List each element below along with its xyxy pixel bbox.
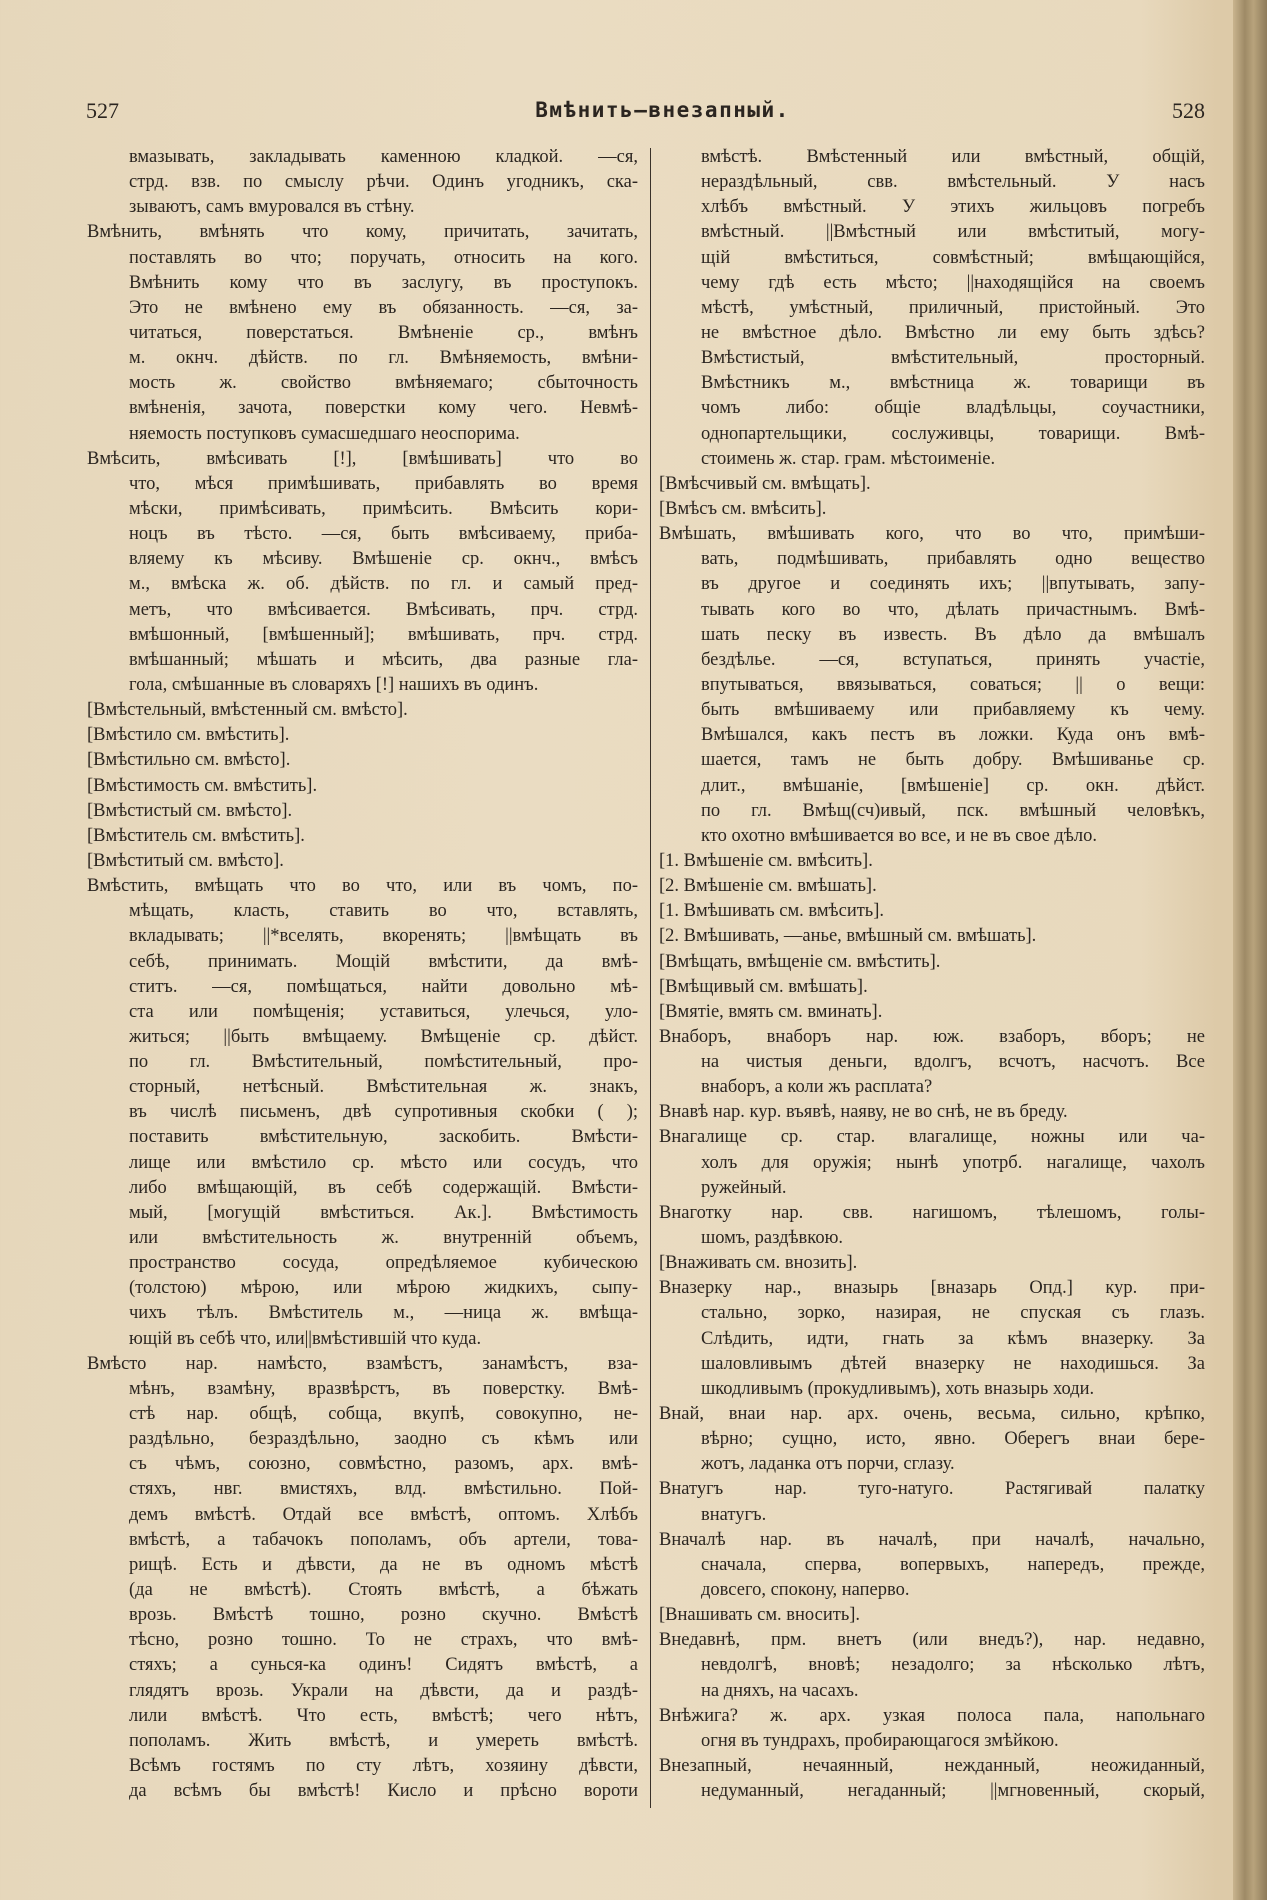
entry-line: въ числѣ письменъ, двѣ супротивныя скобки ( ); (129, 1102, 638, 1123)
entry-line: по гл. Вмѣщ(сч)ивый, пск. вмѣшный человѣкъ, (701, 800, 1205, 821)
entry-line: щій вмѣститься, совмѣстный; вмѣщающійся, (701, 247, 1205, 268)
dictionary-entry (659, 874, 1205, 899)
entry-line: быть вмѣшиваему или прибавляему къ чему. (701, 700, 1205, 721)
entry-line: вмѣстѣ. Вмѣстенный или вмѣстный, общій, (701, 147, 1205, 167)
dictionary-entry (87, 874, 638, 1352)
entry-line: Вмѣнить, вмѣнять что кому, причитать, зачитать, (87, 222, 638, 243)
entry-line: стяхъ, нвг. вмистяхъ, влд. вмѣстильно. Пой- (129, 1479, 638, 1500)
dictionary-entry (87, 774, 638, 799)
entry-line: [Вмѣсъ см. вмѣсить]. (659, 498, 827, 519)
entry-line: вмѣстѣ, а табачокъ пополамъ, объ артели, това- (129, 1529, 638, 1550)
entry-line: вкладывать; ||*вселять, вкоренять; ||вмѣщать въ (129, 926, 638, 947)
dictionary-entry (659, 899, 1205, 924)
entry-line: внаборъ, а коли жъ расплата? (701, 1077, 933, 1098)
entry-line: житься; ||быть вмѣщаему. Вмѣщеніе ср. дѣйст. (129, 1026, 638, 1047)
entry-line: [Внаживать см. внозить]. (659, 1253, 858, 1274)
dictionary-entry (87, 220, 638, 446)
entry-line: [Вмѣщать, вмѣщеніе см. вмѣстить]. (659, 951, 941, 972)
entry-line: шается, тамъ не быть добру. Вмѣшиванье ср. (701, 750, 1205, 771)
entry-line: холъ для оружія; нынѣ употрб. нагалище, чахолъ (701, 1152, 1205, 1173)
entry-line: стоимень ж. стар. грам. мѣстоименіе. (701, 448, 996, 469)
entry-line: м., вмѣска ж. об. дѣйств. по гл. и самый пред- (129, 574, 638, 595)
dictionary-entry (659, 145, 1205, 472)
entry-line: либо вмѣщающій, въ себѣ содержащій. Вмѣсти- (129, 1177, 638, 1198)
dictionary-entry (659, 1125, 1205, 1200)
entry-line: Вмѣшался, какъ пестъ въ ложки. Куда онъ вмѣ- (701, 725, 1205, 746)
entry-line: нераздѣльный, свв. вмѣстельный. У насъ (701, 172, 1205, 193)
entry-line: по гл. Вмѣстительный, помѣстительный, про- (129, 1052, 638, 1073)
entry-line: поставить вмѣстительную, заскобить. Вмѣсти- (129, 1127, 638, 1148)
entry-line: [Вмѣститель см. вмѣстить]. (87, 825, 305, 846)
entry-line: или вмѣстительность ж. внутренній объемъ, (129, 1228, 638, 1249)
dictionary-entry (87, 145, 638, 220)
entry-line: внатугъ. (701, 1504, 767, 1525)
entry-line: стѣ нар. общѣ, собща, вкупѣ, совокупно, не- (129, 1404, 638, 1425)
entry-line: въ другое и соединять ихъ; ||впутывать, запу- (701, 574, 1205, 595)
dictionary-entry (659, 1025, 1205, 1100)
entry-line: [Вмѣститый см. вмѣсто]. (87, 850, 284, 871)
entry-line: сторный, нетѣсный. Вмѣстительная ж. знакъ, (129, 1077, 638, 1098)
dictionary-entry (87, 447, 638, 698)
entry-line: вать, подмѣшивать, прибавлять одно вещество (701, 549, 1205, 570)
dictionary-entry (659, 950, 1205, 975)
entry-line: лище или вмѣстило ср. мѣсто или сосудъ, что (129, 1152, 638, 1173)
entry-line: невдолгѣ, вновѣ; незадолго; за нѣсколько лѣтъ, (701, 1655, 1205, 1676)
entry-line: гола, смѣшанные въ словаряхъ [!] нашихъ въ одинъ. (129, 674, 539, 695)
entry-line: [Вмѣстильно см. вмѣсто]. (87, 750, 291, 771)
entry-line: стально, зорко, назирая, не спуская съ глазъ. (701, 1303, 1205, 1324)
entry-line: что, мѣся примѣшивать, прибавлять во время (129, 473, 638, 494)
entry-line: недуманный, негаданный; ||мгновенный, скорый, (701, 1781, 1205, 1802)
entry-line: няемость поступковъ сумасшедшаго неоспорима. (129, 423, 520, 444)
entry-line: шомъ, раздѣвкою. (701, 1228, 844, 1249)
entry-line: мѣски, примѣсивать, примѣсить. Вмѣсить кори- (129, 498, 638, 519)
entry-line: Вмѣсить, вмѣсивать [!], [вмѣшивать] что во (87, 448, 638, 469)
entry-line: кто охотно вмѣшивается во все, и не въ свое дѣло. (701, 825, 1097, 846)
entry-line: (да не вмѣстѣ). Стоять вмѣстѣ, а бѣжать (129, 1580, 638, 1601)
entry-line: м. окнч. дѣйств. по гл. Вмѣняемость, вмѣни- (129, 348, 638, 369)
dictionary-entry (659, 1704, 1205, 1754)
entry-line: огня въ тундрахъ, пробирающагося змѣйкою. (701, 1730, 1059, 1751)
entry-line: [Вмятіе, вмять см. вминать]. (659, 1001, 883, 1022)
dictionary-entry (87, 698, 638, 723)
entry-line: Внаборъ, внаборъ нар. юж. взаборъ, вборъ; не (659, 1026, 1205, 1047)
entry-line: вмѣненія, зачота, поверстки кому чего. Невмѣ- (129, 398, 638, 419)
dictionary-entry (659, 1477, 1205, 1527)
dictionary-entry (659, 1754, 1205, 1804)
entry-line: врозь. Вмѣстѣ тошно, розно скучно. Вмѣстѣ (129, 1605, 638, 1626)
dictionary-entry (659, 497, 1205, 522)
left-column (87, 145, 638, 1804)
entry-line: Внѣжига? ж. арх. узкая полоса пала, напольнаго (659, 1705, 1205, 1726)
entry-line: читаться, поверстаться. Вмѣненіе ср., вмѣнъ (129, 322, 638, 343)
entry-line: глядятъ врозь. Украли на дѣвсти, да и раздѣ- (129, 1680, 638, 1701)
entry-line: мѣстѣ, умѣстный, приличный, пристойный. Это (701, 297, 1205, 318)
dictionary-entry (659, 1603, 1205, 1628)
entry-line: Всѣмъ гостямъ по сту лѣтъ, хозяину дѣвсти, (129, 1756, 638, 1776)
dictionary-entry (87, 1352, 638, 1805)
entry-line: лили вмѣстѣ. Что есть, вмѣстѣ; чего нѣтъ, (129, 1705, 638, 1726)
dictionary-entry (659, 1528, 1205, 1603)
dictionary-entry (87, 748, 638, 773)
entry-line: однопартельщики, сослуживцы, товарищи. Вмѣ- (701, 423, 1205, 444)
entry-line: ющій въ себѣ что, или||вмѣстившій что куда. (129, 1328, 482, 1349)
entry-line: чему гдѣ есть мѣсто; ||находящійся на своемъ (701, 272, 1205, 293)
entry-line: [Вмѣстистый см. вмѣсто]. (87, 800, 293, 821)
entry-line: сначала, сперва, вопервыхъ, напередъ, прежде, (701, 1554, 1205, 1575)
entry-line: бездѣлье. —ся, вступаться, принять участіе, (701, 649, 1205, 670)
right-column (659, 145, 1205, 1804)
entry-line: шаловливымъ дѣтей вназерку не находишься. За (701, 1353, 1205, 1374)
entry-line: метъ, что вмѣсивается. Вмѣсивать, прч. стрд. (129, 599, 638, 620)
entry-line: Внезапный, нечаянный, нежданный, неожиданный, (659, 1756, 1205, 1776)
page-number-right: 528 (1172, 98, 1205, 123)
dictionary-entry (659, 1000, 1205, 1025)
entry-line: ноцъ въ тѣсто. —ся, быть вмѣсиваему, приба- (129, 524, 638, 545)
entry-line: Вмѣстить, вмѣщать что во что, или въ чомъ, по- (87, 876, 638, 897)
entry-line: Внатугъ нар. туго-натуго. Растягивай палатку (659, 1479, 1205, 1500)
entry-line: [Вмѣстельный, вмѣстенный см. вмѣсто]. (87, 700, 408, 721)
entry-line: демъ вмѣстѣ. Отдай все вмѣстѣ, оптомъ. Хлѣбъ (129, 1504, 638, 1525)
entry-line: шкодливымъ (прокудливымъ), хоть вназырь ходи. (701, 1378, 1095, 1399)
entry-line: на чистыя деньги, вдолгъ, всчотъ, насчотъ. Все (701, 1052, 1205, 1073)
entry-line: шать песку въ известь. Въ дѣло да вмѣшалъ (701, 624, 1205, 645)
entry-line: [Внашивать см. вносить]. (659, 1605, 861, 1626)
entry-line: чихъ тѣлъ. Вмѣститель м., —ница ж. вмѣща- (129, 1303, 638, 1324)
entry-line: мѣнъ, взамѣну, вразвѣрстъ, въ поверстку. Вмѣ- (129, 1378, 638, 1399)
entry-line: да всѣмъ бы вмѣстѣ! Кисло и прѣсно вороти (129, 1781, 638, 1802)
dictionary-entry (659, 1628, 1205, 1703)
entry-line: Вмѣшать, вмѣшивать кого, что во что, примѣши- (659, 524, 1205, 545)
entry-line: пополамъ. Жить вмѣстѣ, и умереть вмѣстѣ. (129, 1730, 638, 1751)
entry-line: Вмѣстистый, вмѣстительный, просторный. (701, 348, 1205, 369)
entry-line: длит., вмѣшаніе, [вмѣшеніе] ср. окн. дѣйст. (701, 775, 1205, 796)
entry-line: раздѣльно, безраздѣльно, заодно съ кѣмъ или (129, 1429, 638, 1450)
dictionary-entry (87, 824, 638, 849)
entry-line: тѣсно, розно тошно. То не страхъ, что вмѣ- (129, 1630, 638, 1651)
entry-line: жотъ, ладанка отъ порчи, сглазу. (701, 1454, 955, 1475)
entry-line: вмѣстный. ||Вмѣстный или вмѣститый, могу- (701, 222, 1205, 243)
entry-line: себѣ, принимать. Мощій вмѣстити, да вмѣ- (129, 951, 638, 972)
column-divider (650, 148, 651, 1808)
dictionary-entry (659, 1201, 1205, 1251)
entry-line: Это не вмѣнено ему въ обязанность. —ся, за- (129, 297, 638, 318)
entry-line: Слѣдить, идти, гнать за кѣмъ вназерку. За (701, 1328, 1205, 1349)
entry-line: стяхъ; а сунься-ка одинъ! Сидятъ вмѣстѣ, а (129, 1655, 638, 1676)
dictionary-entry (87, 849, 638, 874)
entry-line: не вмѣстное дѣло. Вмѣстно ли ему быть здѣсь? (701, 322, 1205, 343)
entry-line: ста или помѣщенія; уставиться, улечься, уло- (129, 1001, 638, 1022)
dictionary-entry (659, 1251, 1205, 1276)
entry-line: Внавѣ нар. кур. въявѣ, наяву, не во снѣ, не въ бреду. (659, 1102, 1068, 1123)
dictionary-entry (659, 1100, 1205, 1125)
entry-line: [1. Вмѣшеніе см. вмѣсить]. (659, 850, 873, 871)
entry-line: [Вмѣстимость см. вмѣстить]. (87, 775, 318, 796)
dictionary-entry (87, 723, 638, 748)
dictionary-entry (659, 1276, 1205, 1402)
entry-line: [Вмѣсчивый см. вмѣщать]. (659, 473, 871, 494)
running-header: Вмѣнить—внезапный. (535, 98, 790, 122)
entry-line: (толстою) мѣрою, или мѣрою жидкихъ, сыпу- (129, 1278, 638, 1299)
entry-line: мость ж. свойство вмѣняемаго; сбыточность (129, 373, 638, 394)
dictionary-entry (659, 975, 1205, 1000)
entry-line: пространство сосуда, опредѣляемое кубическою (129, 1253, 638, 1274)
entry-line: на дняхъ, на часахъ. (701, 1680, 859, 1701)
dictionary-entry (659, 522, 1205, 849)
entry-line: впутываться, ввязываться, соваться; || о вещи: (701, 674, 1205, 695)
entry-line: [Вмѣстило см. вмѣстить]. (87, 725, 290, 746)
entry-line: Вмѣнить кому что въ заслугу, въ проступокъ. (129, 272, 638, 293)
dictionary-entry (87, 799, 638, 824)
entry-line: ститъ. —ся, помѣщаться, найти довольно мѣ- (129, 976, 638, 997)
entry-line: ружейный. (701, 1177, 787, 1198)
entry-line: вмазывать, закладывать каменною кладкой. —ся, (129, 147, 638, 167)
entry-line: довсего, спокону, наперво. (701, 1580, 910, 1601)
entry-line: Вмѣстникъ м., вмѣстница ж. товарищи въ (701, 373, 1205, 394)
entry-line: съ чѣмъ, союзно, совмѣстно, разомъ, арх. вмѣ- (129, 1454, 638, 1475)
entry-line: Внагалище ср. стар. влагалище, ножны или ча- (659, 1127, 1205, 1148)
entry-line: стрд. взв. по смыслу рѣчи. Одинъ угодникъ, ска- (129, 172, 638, 193)
page-number-left: 527 (86, 98, 119, 123)
entry-line: вмѣшонный, [вмѣшенный]; вмѣшивать, прч. стрд. (129, 624, 638, 645)
entry-line: вляему къ мѣсиву. Вмѣшеніе ср. окнч., вмѣсъ (129, 549, 638, 570)
entry-line: тывать кого во что, дѣлать причастнымъ. Вмѣ- (701, 599, 1205, 620)
entry-line: Вназерку нар., вназырь [вназарь Опд.] кур. при- (659, 1278, 1205, 1299)
entry-line: поставлять во что; поручать, относить на кого. (129, 247, 638, 268)
entry-line: мѣщать, класть, ставить во что, вставлять, (129, 901, 638, 922)
entry-line: зываютъ, самъ вмуровался въ стѣну. (129, 197, 415, 218)
entry-line: Внаготку нар. свв. нагишомъ, тѣлешомъ, голы- (659, 1202, 1205, 1223)
entry-line: хлѣбъ вмѣстный. У этихъ жильцовъ погребъ (701, 197, 1205, 218)
dictionary-entry (659, 924, 1205, 949)
entry-line: чомъ либо: общіе владѣльцы, соучастники, (701, 398, 1205, 419)
entry-line: Внай, внаи нар. арх. очень, весьма, сильно, крѣпко, (659, 1404, 1205, 1425)
dictionary-entry (659, 849, 1205, 874)
entry-line: рищѣ. Есть и дѣвсти, да не въ одномъ мѣстѣ (129, 1554, 638, 1575)
dictionary-entry (659, 1402, 1205, 1477)
entry-line: [1. Вмѣшивать см. вмѣсить]. (659, 901, 885, 922)
entry-line: мый, [могущій вмѣститься. Ак.]. Вмѣстимость (129, 1202, 638, 1223)
entry-line: Внедавнѣ, прм. внетъ (или внедъ?), нар. недавно, (659, 1630, 1205, 1651)
entry-line: Вначалѣ нар. въ началѣ, при началѣ, начально, (659, 1529, 1205, 1550)
entry-line: [Вмѣщивый см. вмѣшать]. (659, 976, 868, 997)
book-edge (1233, 0, 1267, 1900)
entry-line: вмѣшанный; мѣшать и мѣсить, два разные гла- (129, 649, 638, 670)
entry-line: вѣрно; сущно, исто, явно. Оберегъ внаи бере- (701, 1429, 1205, 1450)
entry-line: [2. Вмѣшеніе см. вмѣшать]. (659, 876, 877, 897)
entry-line: Вмѣсто нар. намѣсто, взамѣстъ, занамѣстъ, вза- (87, 1353, 638, 1374)
dictionary-entry (659, 472, 1205, 497)
entry-line: [2. Вмѣшивать, —анье, вмѣшный см. вмѣшать]. (659, 926, 1037, 947)
